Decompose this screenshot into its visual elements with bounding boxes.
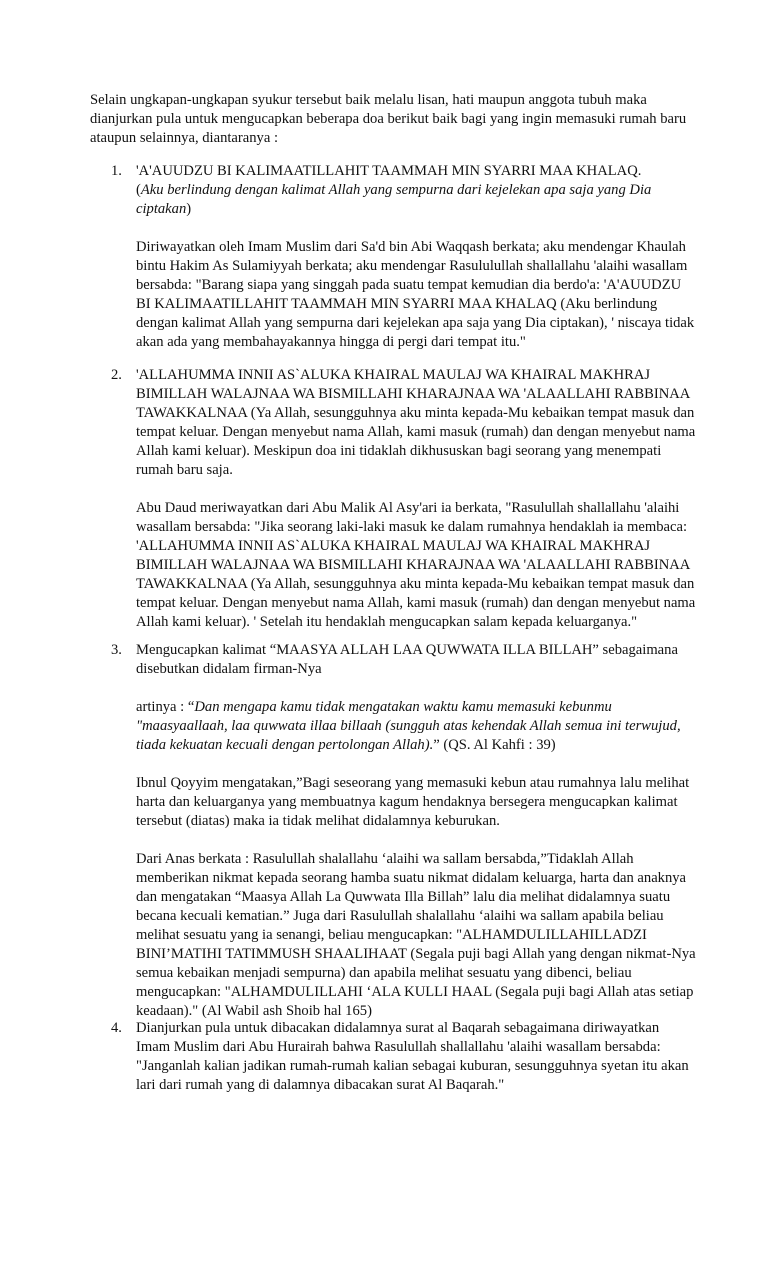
item-number: 3. [111, 642, 122, 658]
item-number: 4. [111, 1020, 122, 1036]
paren-open: ( [136, 182, 141, 198]
item-number: 2. [111, 367, 122, 383]
translation-prefix: artinya : “ [136, 699, 195, 715]
dua-arabic-text: 'A'AUUDZU BI KALIMAATILLAHIT TAAMMAH MIN SYARRI MAA KHALAQ. [136, 163, 642, 179]
hadith-paragraph: Dianjurkan pula untuk dibacakan didalamnya surat al Baqarah sebagaimana diriwayatkan Imam Muslim dari Abu Hurairah bahwa Rasulullah shallallahu 'alaihi wasallam bersabda: "Janganlah kalian jadikan rumah-rumah kalian sebagai kuburan, sesungguhnya syetan itu akan lari dari rumah yang di dalamnya dibacakan surat Al Baqarah." [136, 1020, 689, 1093]
item-body [136, 366, 696, 632]
quran-translation-paragraph [136, 698, 696, 755]
paren-close: ) [186, 201, 192, 217]
dua-translation: Aku berlindung dengan kalimat Allah yang sempurna dari kejelekan apa saja yang Dia ciptakan [136, 182, 652, 217]
commentary-paragraph: Ibnul Qoyyim mengatakan,”Bagi seseorang yang memasuki kebun atau rumahnya lalu melihat harta dan keluarganya yang membuatnya kagum hendaknya bersegera mengucapkan kalimat tersebut (diatas) maka ia tidak melihat didalamnya keburukan. [136, 775, 690, 829]
item-body [136, 641, 696, 1021]
dua-paragraph: 'ALLAHUMMA INNII AS`ALUKA KHAIRAL MAULAJ WA KHAIRAL MAKHRAJ BIMILLAH WALAJNAA WA BISMILLAHI KHARAJNAA WA 'ALAALLAHI RABBINAA TAWAKKALNAA (Ya Allah, sesungguhnya aku minta kepada-Mu kebaikan tempat masuk dan tempat keluar. Dengan menyebut nama Allah, kami masuk (rumah) dan dengan menyebut nama Allah kami keluar). Meskipun doa ini tidaklah dikhususkan bagi seorang yang menempati rumah baru saja. [136, 367, 696, 478]
dua-paragraph: Mengucapkan kalimat “MAASYA ALLAH LAA QUWWATA ILLA BILLAH” sebagaimana disebutkan didalam firman-Nya [136, 642, 678, 677]
hadith-paragraph: Abu Daud meriwayatkan dari Abu Malik Al Asy'ari ia berkata, "Rasulullah shallallahu 'alaihi wasallam bersabda: "Jika seorang laki-laki masuk ke dalam rumahnya hendaklah ia membaca: 'ALLAHUMMA INNII AS`ALUKA KHAIRAL MAULAJ WA KHAIRAL MAKHRAJ BIMILLAH WALAJNAA WA BISMILLAHI KHARAJNAA WA 'ALAALLAHI RABBINAA TAWAKKALNAA (Ya Allah, sesungguhnya aku minta kepada-Mu kebaikan tempat masuk dan tempat keluar. Dengan menyebut nama Allah, kami masuk (rumah) dan dengan menyebut nama Allah kami keluar). ' Setelah itu hendaklah mengucapkan salam kepada keluarganya." [136, 500, 696, 630]
hadith-paragraph: Dari Anas berkata : Rasulullah shalallahu ‘alaihi wa sallam bersabda,”Tidaklah Allah memberikan nikmat kepada seorang hamba suatu nikmat didalam keluarga, harta dan anaknya dan mengatakan “Maasya Allah La Quwwata Illa Billah” lalu dia melihat didalamnya suatu becana kecuali kematian.” Juga dari Rasulullah shalallahu ‘alaihi wa sallam apabila beliau melihat sesuatu yang ia senangi, beliau mengucapkan: "ALHAMDULILLAHILLADZI BINI’MATIHI TATIMMUSH SHAALIHAAT (Segala puji bagi Allah yang dengan nikmat-Nya semua kebaikan menjadi sempurna) dan apabila melihat sesuatu yang dibenci, beliau mengucapkan: "ALHAMDULILLAHI ‘ALA KULLI HAAL (Segala puji bagi Allah atas setiap keadaan)." (Al Wabil ash Shoib hal 165) [136, 851, 696, 1019]
item-number: 1. [111, 163, 122, 179]
hadith-paragraph: Diriwayatkan oleh Imam Muslim dari Sa'd bin Abi Waqqash berkata; aku mendengar Khaulah bintu Hakim As Sulamiyyah berkata; aku mendengar Rasululullah shallallahu 'alaihi wasallam bersabda: "Barang siapa yang singgah pada suatu tempat kemudian dia berdo'a: 'A'AUUDZU BI KALIMAATILLAHIT TAAMMAH MIN SYARRI MAA KHALAQ (Aku berlindung dengan kalimat Allah yang sempurna dari kejelekan apa saja yang Dia ciptakan), ' niscaya tidak akan ada yang membahayakannya hingga di pergi dari tempat itu." [136, 239, 695, 350]
item-body [136, 162, 696, 352]
translation-suffix: ” (QS. Al Kahfi : 39) [433, 737, 556, 753]
intro-paragraph: Selain ungkapan-ungkapan syukur tersebut baik melalu lisan, hati maupun anggota tubuh maka dianjurkan pula untuk mengucapkan beberapa doa berikut baik bagi yang ingin memasuki rumah baru ataupun selainnya, diantaranya : [90, 92, 687, 146]
item-body [136, 1019, 696, 1095]
translation-italic: Dan mengapa kamu tidak mengatakan waktu kamu memasuki kebunmu "maasyaallaah, laa quwwata illaa billaah (sungguh atas kehendak Allah semua ini terwujud, tiada kekuatan kecuali dengan pertolongan Allah). [136, 699, 681, 753]
dua-paragraph [136, 162, 696, 219]
